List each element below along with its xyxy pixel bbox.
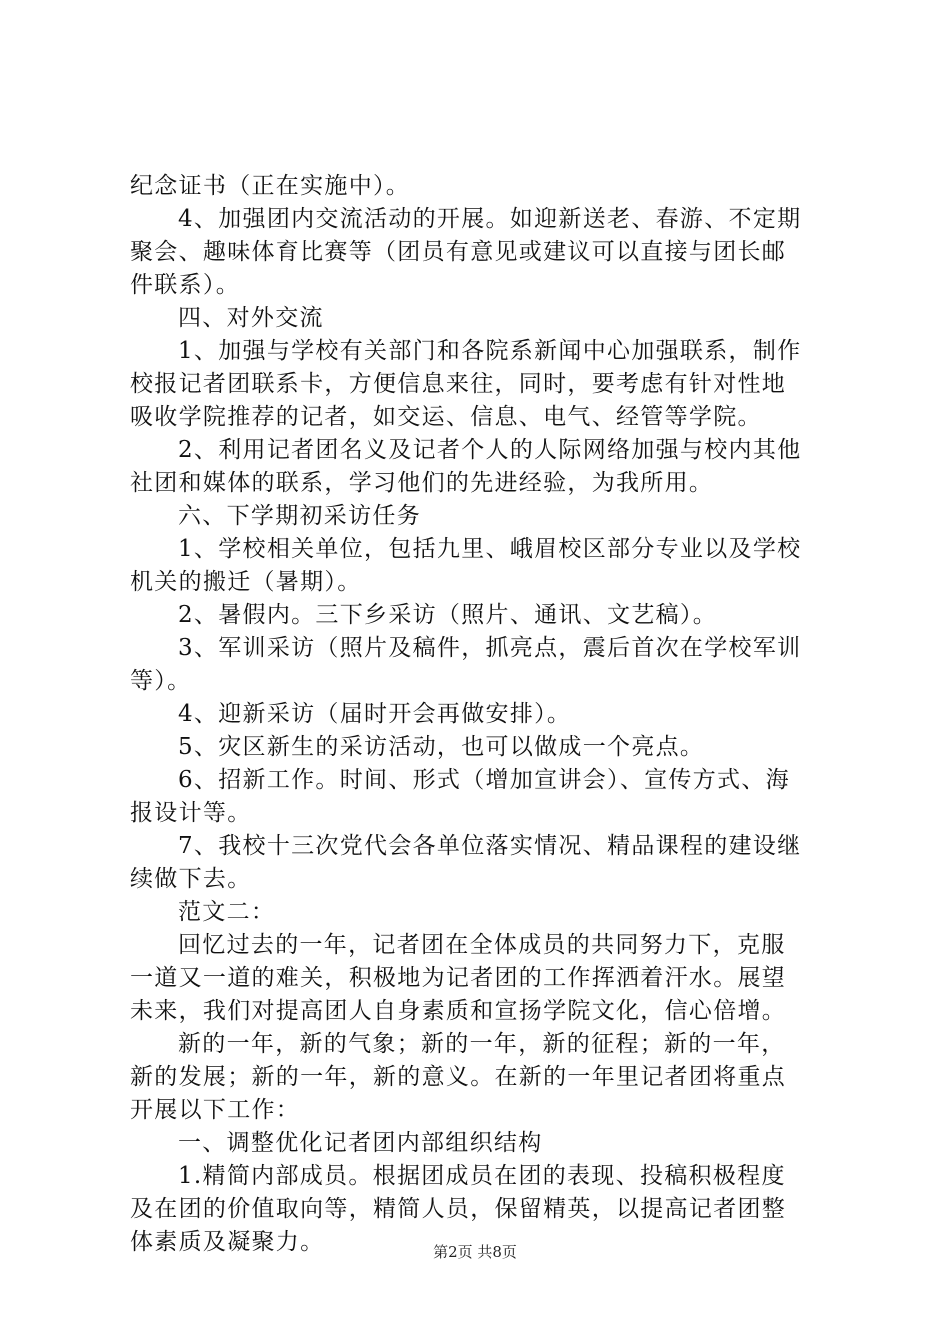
text-line: 件联系）。 [130, 272, 240, 298]
text-line: 5、灾区新生的采访活动，也可以做成一个亮点。 [178, 734, 705, 760]
text-line: 体素质及凝聚力。 [130, 1229, 325, 1255]
text-line: 1、学校相关单位，包括九里、峨眉校区部分专业以及学校 [178, 536, 802, 562]
text-line: 吸收学院推荐的记者，如交运、信息、电气、经管等学院。 [130, 404, 762, 430]
text-line: 报设计等。 [130, 800, 252, 826]
text-line: 4、加强团内交流活动的开展。如迎新送老、春游、不定期 [178, 206, 802, 232]
page-footer: 第2页 共8页 [433, 1243, 517, 1261]
text-line: 4、迎新采访（届时开会再做安排）。 [178, 701, 572, 727]
text-line: 2、利用记者团名义及记者个人的人际网络加强与校内其他 [178, 437, 802, 463]
text-line: 四、对外交流 [178, 305, 324, 331]
text-line: 范文二： [178, 899, 276, 925]
text-line: 聚会、趣味体育比赛等（团员有意见或建议可以直接与团长邮 [130, 239, 787, 265]
text-line: 纪念证书（正在实施中）。 [130, 173, 411, 199]
text-line: 校报记者团联系卡，方便信息来往，同时，要考虑有针对性地 [130, 371, 787, 397]
text-line: 一、调整优化记者团内部组织结构 [178, 1130, 543, 1156]
text-line: 等）。 [130, 668, 192, 694]
text-line: 1、加强与学校有关部门和各院系新闻中心加强联系，制作 [178, 338, 802, 364]
text-line: 7、我校十三次党代会各单位落实情况、精品课程的建设继 [178, 833, 802, 859]
text-line: 机关的搬迁（暑期）。 [130, 569, 362, 595]
text-line: 1.精简内部成员。根据团成员在团的表现、投稿积极程度 [178, 1163, 786, 1189]
text-line: 6、招新工作。时间、形式（增加宣讲会）、宣传方式、海 [178, 767, 790, 793]
text-line: 六、下学期初采访任务 [178, 503, 421, 529]
text-line: 2、暑假内。三下乡采访（照片、通讯、文艺稿）。 [178, 602, 718, 628]
text-line: 回忆过去的一年，记者团在全体成员的共同努力下，克服 [178, 932, 786, 958]
text-line: 社团和媒体的联系，学习他们的先进经验，为我所用。 [130, 470, 714, 496]
text-line: 新的发展；新的一年，新的意义。在新的一年里记者团将重点 [130, 1064, 787, 1090]
text-line: 3、军训采访（照片及稿件，抓亮点，震后首次在学校军训 [178, 635, 802, 661]
document-body [130, 170, 830, 1259]
text-line: 续做下去。 [130, 866, 252, 892]
text-line: 新的一年，新的气象；新的一年，新的征程；新的一年， [178, 1031, 786, 1057]
text-line: 及在团的价值取向等，精简人员，保留精英，以提高记者团整 [130, 1196, 787, 1222]
text-line: 未来，我们对提高团人自身素质和宣扬学院文化，信心倍增。 [130, 998, 787, 1024]
text-line: 开展以下工作： [130, 1097, 301, 1123]
text-line: 一道又一道的难关，积极地为记者团的工作挥洒着汗水。展望 [130, 965, 787, 991]
